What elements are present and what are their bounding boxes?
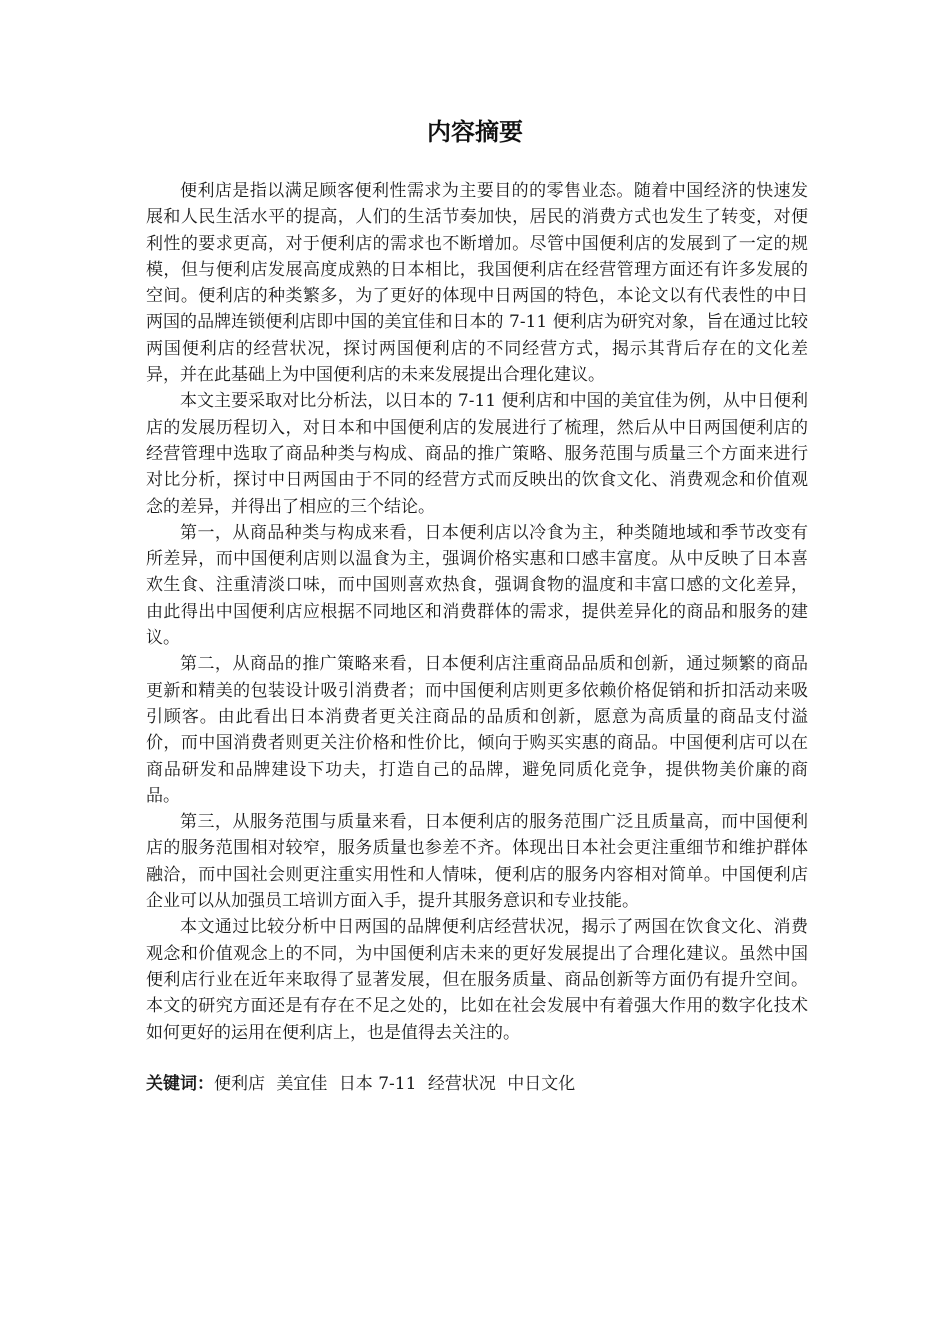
keywords-label: 关键词： [146, 1074, 214, 1094]
paragraph-intro: 便利店是指以满足顾客便利性需求为主要目的的零售业态。随着中国经济的快速发展和人民生活水平的提高，人们的生活节奏加快，居民的消费方式也发生了转变，对便利性的要求更高，对于便利店的需求也不断增加。尽管中国便利店的发展到了一定的规模，但与便利店发展高度成熟的日本相比，我国便利店在经营管理方面还有许多发展的空间。便利店的种类繁多，为了更好的体现中日两国的特色，本论文以有代表性的中日两国的品牌连锁便利店即中国的美宜佳和日本的 7-11 便利店为研究对象，旨在通过比较两国便利店的经营状况，探讨两国便利店的不同经营方式，揭示其背后存在的文化差异，并在此基础上为中国便利店的未来发展提出合理化建议。 [146, 181, 808, 386]
abstract-title: 内容摘要 [427, 118, 523, 146]
keyword-item: 美宜佳 [276, 1074, 328, 1094]
paragraph-conclusion-2: 第二，从商品的推广策略来看，日本便利店注重商品品质和创新，通过频繁的商品更新和精美的包装设计吸引消费者；而中国便利店则更多依赖价格促销和折扣活动来吸引顾客。由此看出日本消费者更关注商品的品质和创新，愿意为高质量的商品支付溢价，而中国消费者则更关注价格和性价比，倾向于购买实惠的商品。中国便利店可以在商品研发和品牌建设下功夫，打造自己的品牌，避免同质化竞争，提供物美价廉的商品。 [146, 654, 808, 806]
keyword-item: 中日文化 [507, 1074, 576, 1094]
paragraph-summary: 本文通过比较分析中日两国的品牌便利店经营状况，揭示了两国在饮食文化、消费观念和价值观念上的不同，为中国便利店未来的更好发展提出了合理化建议。虽然中国便利店行业在近年来取得了显著发展，但在服务质量、商品创新等方面仍有提升空间。本文的研究方面还是有存在不足之处的，比如在社会发展中有着强大作用的数字化技术如何更好的运用在便利店上，也是值得去关注的。 [146, 917, 808, 1043]
paragraph-conclusion-1: 第一，从商品种类与构成来看，日本便利店以冷食为主，种类随地域和季节改变有所差异，而中国便利店则以温食为主，强调价格实惠和口感丰富度。从中反映了日本喜欢生食、注重清淡口味，而中国则喜欢热食，强调食物的温度和丰富口感的文化差异，由此得出中国便利店应根据不同地区和消费群体的需求，提供差异化的商品和服务的建议。 [146, 522, 808, 649]
keyword-item: 日本 7-11 [338, 1074, 417, 1094]
keyword-item: 便利店 [214, 1074, 265, 1094]
keyword-item: 经营状况 [427, 1074, 496, 1094]
paragraph-conclusion-3: 第三，从服务范围与质量来看，日本便利店的服务范围广泛且质量高，而中国便利店的服务范围相对较窄，服务质量也参差不齐。体现出日本社会更注重细节和维护群体融洽，而中国社会则更注重实用性和人情味，便利店的服务内容相对简单。中国便利店企业可以从加强员工培训方面入手，提升其服务意识和专业技能。 [146, 812, 808, 912]
keywords-line [146, 1071, 808, 1097]
abstract-body [146, 178, 808, 1046]
paragraph-method: 本文主要采取对比分析法，以日本的 7-11 便利店和中国的美宜佳为例，从中日便利店的发展历程切入，对日本和中国便利店的发展进行了梳理，然后从中日两国便利店的经营管理中选取了商品种类与构成、商品的推广策略、服务范围与质量三个方面来进行对比分析，探讨中日两国由于不同的经营方式而反映出的饮食文化、消费观念和价值观念的差异，并得出了相应的三个结论。 [146, 391, 808, 517]
